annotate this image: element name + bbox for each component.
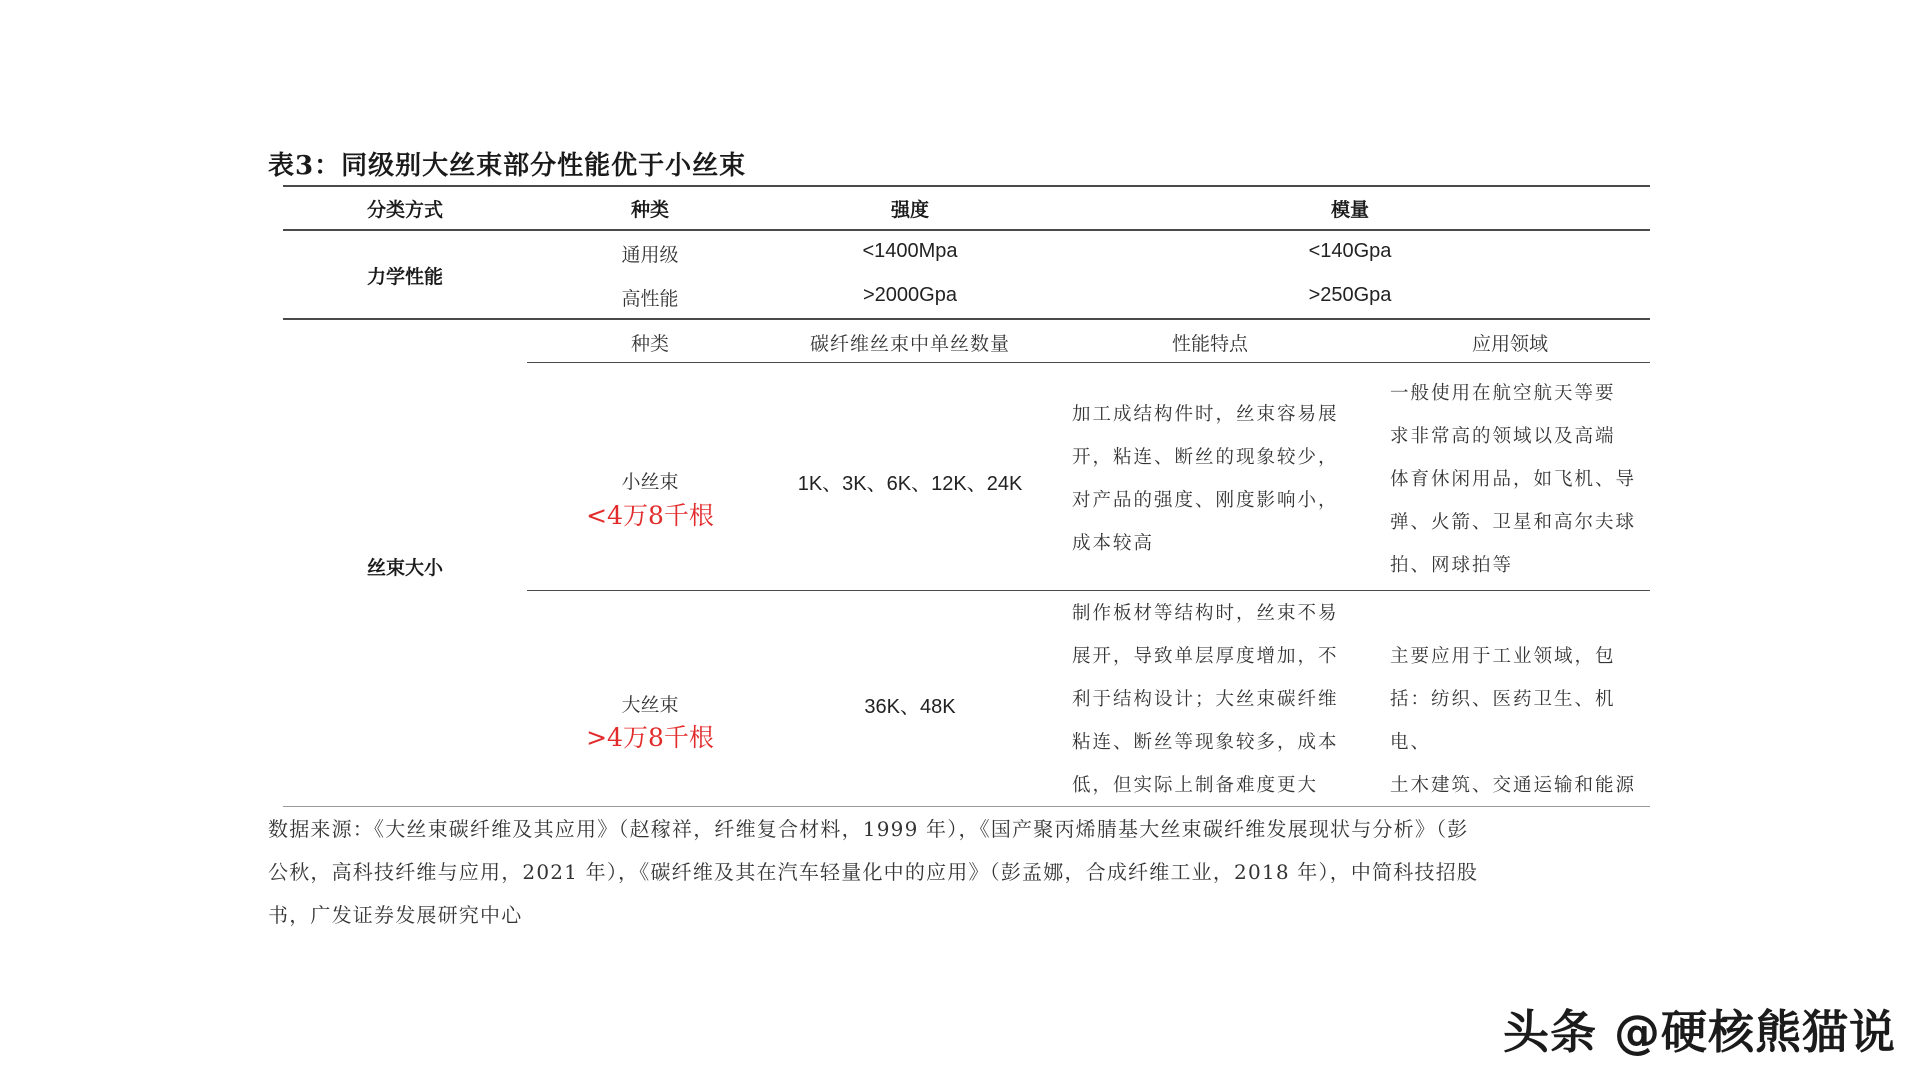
header-strength: 强度 <box>890 199 929 221</box>
application-line: 体育休闲用品，如飞机、导 <box>1390 469 1637 490</box>
tow-size-label: 丝束大小 <box>366 557 443 579</box>
source-line: 书，广发证券发展研究中心 <box>268 903 523 927</box>
small-tow-annotation: <4万8千根 <box>586 501 714 530</box>
large-tow-type: 大丝束 <box>621 694 679 716</box>
table-title: 表3：同级别大丝束部分性能优于小丝束 <box>268 151 747 181</box>
feature-line: 展开，导致单层厚度增加，不 <box>1072 646 1339 667</box>
data-source-note <box>268 808 1658 937</box>
subheader-type: 种类 <box>630 333 669 355</box>
application-line: 求非常高的领域以及高端 <box>1390 426 1616 447</box>
small-tow-count: 1K、3K、6K、12K、24K <box>797 473 1023 495</box>
feature-line: 低，但实际上制备难度更大 <box>1072 775 1319 796</box>
feature-line: 加工成结构件时，丝束容易展 <box>1072 404 1339 425</box>
subheader-bottom-rule <box>527 362 1650 363</box>
subheader-application: 应用领域 <box>1471 333 1548 355</box>
large-tow-features <box>1072 592 1362 807</box>
application-line: 土木建筑、交通运输和能源 <box>1390 775 1637 796</box>
mechanical-row-type: 高性能 <box>621 288 679 310</box>
mechanical-row-type: 通用级 <box>621 244 679 266</box>
mechanical-row-modulus: <140Gpa <box>1308 240 1392 262</box>
small-tow-bottom-rule <box>527 590 1650 591</box>
mechanical-row-strength: >2000Gpa <box>863 284 957 306</box>
header-type: 种类 <box>630 199 669 221</box>
feature-line: 成本较高 <box>1072 533 1155 554</box>
mechanical-row-modulus: >250Gpa <box>1308 284 1392 306</box>
watermark: 头条 @硬核熊猫说 <box>1502 1005 1896 1059</box>
feature-line: 利于结构设计；大丝束碳纤维 <box>1072 689 1339 710</box>
application-line: 主要应用于工业领域，包 <box>1390 646 1616 667</box>
header-classification: 分类方式 <box>366 199 443 221</box>
header-modulus: 模量 <box>1330 199 1369 221</box>
application-line: 拍、网球拍等 <box>1390 555 1514 576</box>
mechanical-bottom-rule <box>283 318 1650 320</box>
small-tow-features <box>1072 393 1362 565</box>
small-tow-application <box>1390 372 1650 587</box>
table-top-rule <box>283 185 1650 187</box>
subheader-filament-count: 碳纤维丝束中单丝数量 <box>809 333 1010 355</box>
header-bottom-rule <box>283 229 1650 231</box>
feature-line: 开，粘连、断丝的现象较少， <box>1072 447 1339 468</box>
application-line: 弹、火箭、卫星和高尔夫球 <box>1390 512 1637 533</box>
large-tow-count: 36K、48K <box>864 696 956 718</box>
application-line: 一般使用在航空航天等要 <box>1390 383 1616 404</box>
source-line: 数据来源：《大丝束碳纤维及其应用》（赵稼祥，纤维复合材料，1999 年），《国产聚丙烯腈基大丝束碳纤维发展现状与分析》（彭 <box>268 817 1469 841</box>
source-line: 公秋，高科技纤维与应用，2021 年），《碳纤维及其在汽车轻量化中的应用》（彭孟娜，合成纤维工业，2018 年），中简科技招股 <box>268 860 1479 884</box>
feature-line: 粘连、断丝等现象较多，成本 <box>1072 732 1339 753</box>
mechanical-row-strength: <1400Mpa <box>862 240 958 262</box>
subheader-features: 性能特点 <box>1171 333 1248 355</box>
feature-line: 对产品的强度、刚度影响小， <box>1072 490 1339 511</box>
feature-line: 制作板材等结构时，丝束不易 <box>1072 603 1339 624</box>
large-tow-application <box>1390 635 1650 807</box>
application-line: 括：纺织、医药卫生、机电、 <box>1390 689 1616 753</box>
small-tow-type: 小丝束 <box>621 471 679 493</box>
large-tow-annotation: >4万8千根 <box>586 723 714 752</box>
mechanical-label: 力学性能 <box>366 266 443 288</box>
